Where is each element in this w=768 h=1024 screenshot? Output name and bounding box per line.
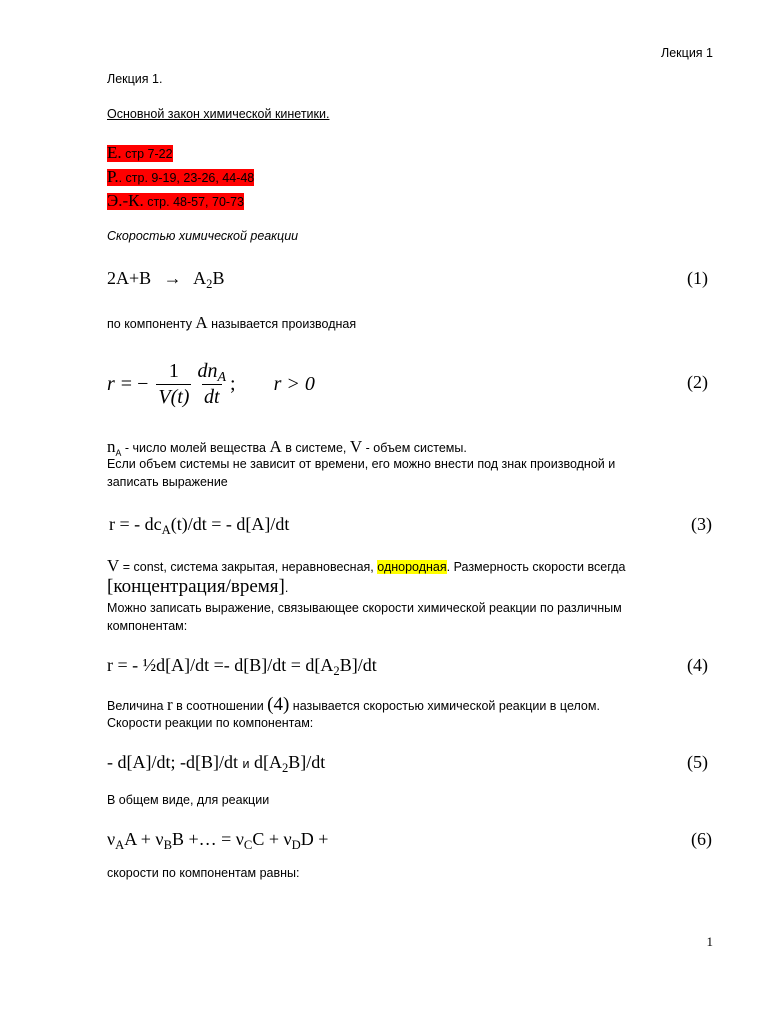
rate-definition-intro: Скоростью химической реакции <box>107 229 299 243</box>
equation-number: (6) <box>691 829 712 849</box>
highlighted-term: однородная <box>377 560 447 574</box>
paragraph-volume-line1: Если объем системы не зависит от времени, его можно внести под знак производной и <box>107 457 616 471</box>
fraction-1: $\frac{1}{V(t)}$ <box>158 359 190 408</box>
paragraph-na: $n_A$ - число молей вещества A в системе, V - объем системы. <box>107 437 467 458</box>
reference-author: Е. <box>107 143 122 162</box>
equation-2: r = − $\frac{1}{V(t)}$ $\frac{dn_A}{dt}$ ; r > 0 <box>107 359 315 408</box>
arrow-icon: → <box>163 268 182 288</box>
equation-1: $2A+B \to A_2B$ <box>107 268 225 291</box>
reference-3 <box>107 191 244 211</box>
rates-text: скорости по компонентам равны: <box>107 866 300 880</box>
dimension-text: [концентрация/время]. <box>107 576 289 597</box>
reference-pages: стр. 48-57, 70-73 <box>143 195 244 209</box>
page-number: 1 <box>706 934 713 949</box>
equation-number: (5) <box>687 752 708 772</box>
running-header: Лекция 1 <box>661 46 713 60</box>
paragraph-relation-line1: Можно записать выражение, связывающее скорости химической реакции по различным <box>107 601 622 615</box>
reference-author: Э.-К. <box>107 191 144 210</box>
equation-number: (4) <box>687 655 708 675</box>
equation-number: (2) <box>687 372 708 392</box>
reference-pages: стр 7-22 <box>121 147 173 161</box>
reference-2 <box>107 167 254 187</box>
general-text: В общем виде, для реакции <box>107 793 270 807</box>
equation-number: (1) <box>687 268 708 288</box>
equation-3: r = - $dc_A(t)/dt$ = - d[A]/dt <box>109 514 290 537</box>
paragraph-overall: Величина r в соотношении (4) называется скоростью химической реакции в целом. <box>107 694 600 715</box>
equation-number: (3) <box>691 514 712 534</box>
section-title: Основной закон химической кинетики. <box>107 107 330 121</box>
equation-5: - d[A]/dt; -d[B]/dt и $d[A_2B]/dt$ <box>107 752 326 775</box>
paragraph-relation-line2: компонентам: <box>107 619 188 633</box>
component-text: по компоненту A называется производная <box>107 313 357 332</box>
paragraph-overall-line2: Скорости реакции по компонентам: <box>107 716 314 730</box>
fraction-2: $\frac{dn_A}{dt}$ <box>197 359 227 408</box>
lecture-title: Лекция 1. <box>107 72 163 86</box>
equation-6: $\nu_AA + \nu_BB$ +… = $\nu_CC + \nu_DD$ + <box>107 829 329 852</box>
reference-1 <box>107 143 173 163</box>
paragraph-conditions: V = const, система закрытая, неравновесная, однородная. Размерность скорости всегда <box>107 556 626 575</box>
reference-author: Р. <box>107 167 119 186</box>
paragraph-volume-line2: записать выражение <box>107 475 228 489</box>
equation-4: r = - ½d[A]/dt =- $d[B]/dt = d[A_2B]/dt$ <box>107 655 377 678</box>
reference-pages: . стр. 9-19, 23-26, 44-48 <box>118 171 255 185</box>
